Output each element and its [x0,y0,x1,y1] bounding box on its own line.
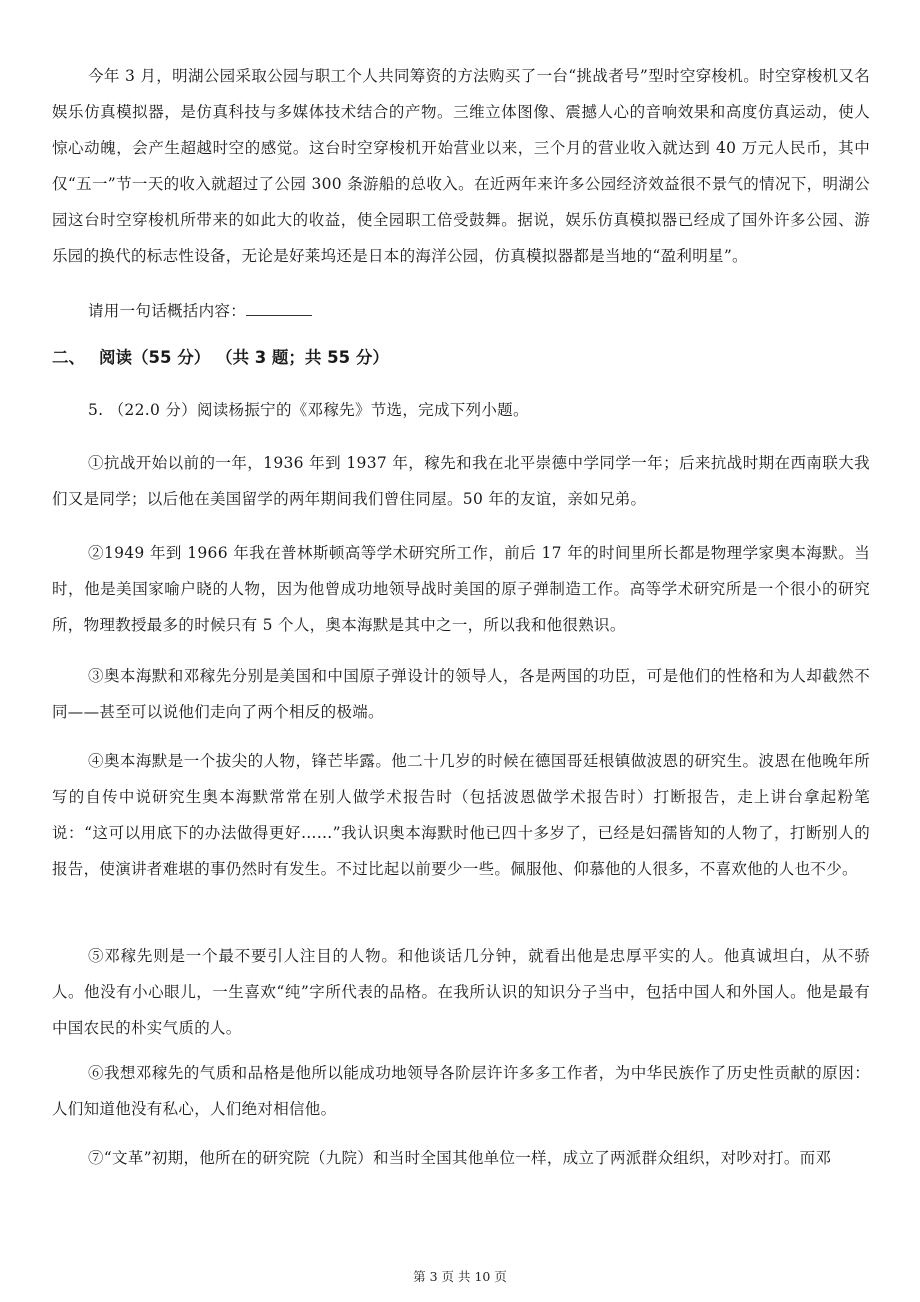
page-footer: 第 3 页 共 10 页 [413,1269,507,1284]
paragraph-3: ③奥本海默和邓稼先分别是美国和中国原子弹设计的领导人，各是两国的功臣，可是他们的性格和为人却截然不同——甚至可以说他们走向了两个相反的极端。 [52,667,870,721]
paragraph-2: ②1949 年到 1966 年我在普林斯顿高等学术研究所工作，前后 17 年的时间里所长都是物理学家奥本海默。当时，他是美国家喻户晓的人物，因为他曾成功地领导战时美国的原子弹制造工作。高等学术研究所是一个很小的研究所，物理教授最多的时候只有 5 个人，奥本海默是其中之一，所以我和他很熟识。 [52,544,870,634]
section-title: 阅读（55 分） （共 3 题；共 55 分） [99,348,389,367]
summary-prompt-line [52,293,870,329]
section-number: 二、 [52,348,85,367]
section-heading [52,340,389,376]
question-prompt: 5. （22.0 分）阅读杨振宁的《邓稼先》节选，完成下列小题。 [88,401,529,419]
paragraph-7: ⑦“文革”初期，他所在的研究院（九院）和当时全国其他单位一样，成立了两派群众组织，对吵对打。而邓 [88,1149,832,1167]
answer-blank[interactable] [246,301,312,316]
paragraph-5: ⑤邓稼先则是一个最不要引人注目的人物。和他谈话几分钟，就看出他是忠厚平实的人。他真诚坦白，从不骄人。他没有小心眼儿，一生喜欢“纯”字所代表的品格。在我所认识的知识分子当中，包括中国人和外国人。他是最有中国农民的朴实气质的人。 [52,947,870,1037]
intro-passage: 今年 3 月，明湖公园采取公园与职工个人共同筹资的方法购买了一台“挑战者号”型时空穿梭机。时空穿梭机又名娱乐仿真模拟器，是仿真科技与多媒体技术结合的产物。三维立体图像、震撼人心的音响效果和高度仿真运动，使人惊心动魄，会产生超越时空的感觉。这台时空穿梭机开始营业以来，三个月的营业收入就达到 40 万元人民币，其中仅“五一”节一天的收入就超过了公园 300 条游船的总收入。在近两年来许多公园经济效益很不景气的情况下，明湖公园这台时空穿梭机所带来的如此大的收益，使全园职工倍受鼓舞。据说，娱乐仿真模拟器已经成了国外许多公园、游乐园的换代的标志性设备，无论是好莱坞还是日本的海洋公园，仿真模拟器都是当地的“盈利明星”。 [52,67,870,265]
paragraph-6: ⑥我想邓稼先的气质和品格是他所以能成功地领导各阶层许许多多工作者，为中华民族作了历史性贡献的原因：人们知道他没有私心，人们绝对相信他。 [52,1064,870,1118]
summary-prompt: 请用一句话概括内容： [88,302,247,320]
paragraph-4: ④奥本海默是一个拔尖的人物，锋芒毕露。他二十几岁的时候在德国哥廷根镇做波恩的研究生。波恩在他晚年所写的自传中说研究生奥本海默常常在别人做学术报告时（包括波恩做学术报告时）打断报告，走上讲台拿起粉笔说：“这可以用底下的办法做得更好……”我认识奥本海默时他已四十多岁了，已经是妇孺皆知的人物了，打断别人的报告，使演讲者难堪的事仍然时有发生。不过比起以前要少一些。佩服他、仰慕他的人很多，不喜欢他的人也不少。 [52,752,870,878]
paragraph-1: ①抗战开始以前的一年，1936 年到 1937 年，稼先和我在北平崇德中学同学一年；后来抗战时期在西南联大我们又是同学；以后他在美国留学的两年期间我们曾住同屋。50 年的友谊，亲如兄弟。 [52,454,870,508]
